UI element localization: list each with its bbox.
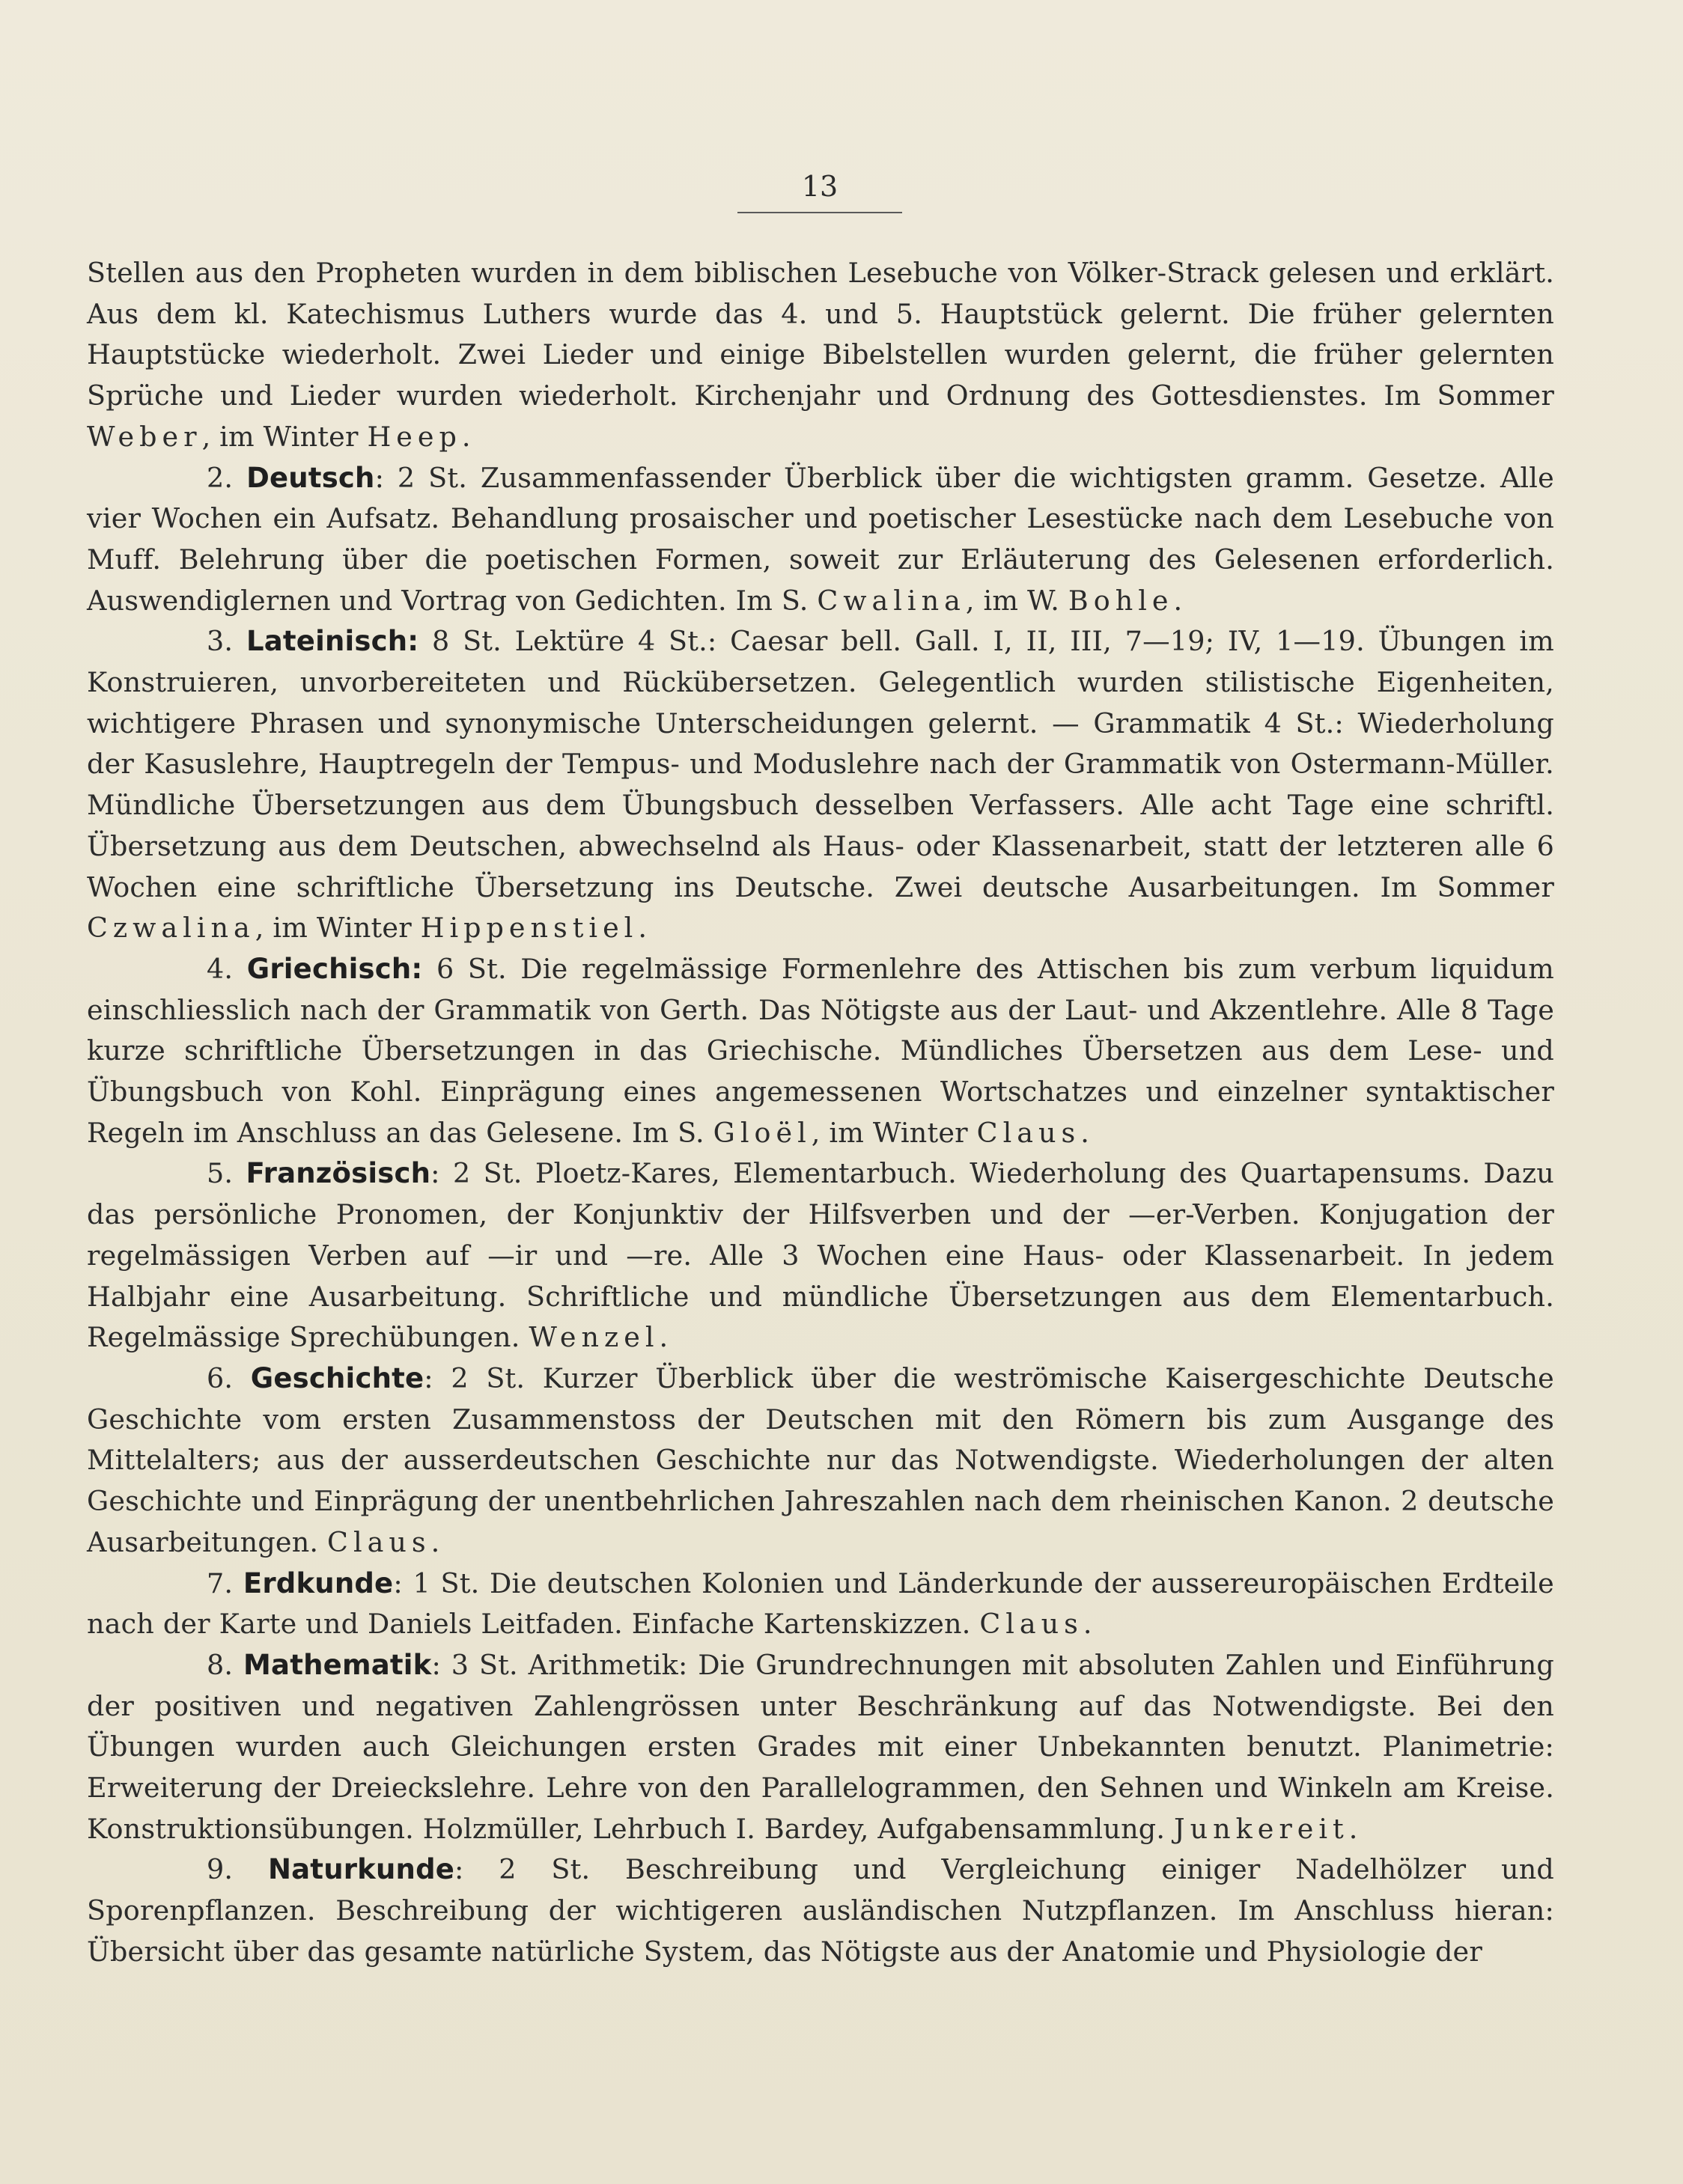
paragraph-franzoesisch xyxy=(87,1153,1554,1358)
teacher-name: Heep xyxy=(367,420,462,453)
page-number: 13 xyxy=(801,170,839,203)
teacher-name: Bohle xyxy=(1068,584,1174,617)
teacher-name: Junkereit xyxy=(1173,1812,1349,1845)
paragraph-tail: . xyxy=(430,1525,440,1558)
paragraph-tail: . xyxy=(1173,584,1183,617)
subject-heading: Naturkunde xyxy=(267,1853,455,1886)
paragraph-tail: . xyxy=(1080,1116,1090,1149)
paragraph-connector: , im Winter xyxy=(255,912,421,945)
item-number: 2. xyxy=(207,461,234,494)
paragraph-tail: . xyxy=(1083,1608,1092,1641)
paragraph-lateinisch xyxy=(87,621,1554,949)
paragraph-religion xyxy=(87,253,1554,458)
paragraph-text: 8 St. Lektüre 4 St.: Caesar bell. Gall. I, II, III, 7—19; IV, 1—19. Übungen im Konstruieren, unvorbereiteten und Rückübersetzen. Gelegentlich wurden stilistische Eigenheiten, wichtigere Phrasen und synonymische Unterscheidungen gelernt. — Grammatik 4 St.: Wiederholung der Kasuslehre, Hauptregeln der Tempus- und Moduslehre nach der Grammatik von Ostermann-Müller. Mündliche Übersetzungen aus dem Übungsbuch desselben Verfassers. Alle acht Tage eine schriftl. Übersetzung aus dem Deutschen, abwechselnd als Haus- oder Klassenarbeit, statt der letzteren alle 6 Wochen eine schriftliche Übersetzung ins Deutsche. Zwei deutsche Ausarbeitungen. Im Sommer xyxy=(87,625,1554,903)
paragraph-text: : 2 St. Ploetz-Kares, Elementarbuch. Wiederholung des Quartapensums. Dazu das persönliche Pronomen, der Konjunktiv der Hilfsverben und der —er-Verben. Konjugation der regelmässigen Verben auf —ir und —re. Alle 3 Wochen eine Haus- oder Klassenarbeit. In jedem Halbjahr eine Ausarbeitung. Schriftliche und mündliche Übersetzungen aus dem Elementarbuch. Regelmässige Sprechübungen. xyxy=(87,1157,1554,1354)
item-number: 9. xyxy=(207,1853,234,1886)
paragraph-text: : 2 St. Beschreibung und Vergleichung einiger Nadelhölzer und Sporenpflanzen. Beschreibung der wichtigeren ausländischen Nutzpflanzen. Im Anschluss hieran: Übersicht über das gesamte natürliche System, das Nötigste aus der Anatomie und Physiologie der xyxy=(87,1853,1554,1968)
paragraph-tail: . xyxy=(659,1321,669,1354)
paragraph-tail: . xyxy=(461,420,471,453)
teacher-name: Hippenstiel xyxy=(420,912,639,945)
subject-heading: Erdkunde xyxy=(243,1567,394,1599)
paragraph-text: : 2 St. Kurzer Überblick über die weströmische Kaisergeschichte Deutsche Geschichte vom ersten Zusammenstoss der Deutschen mit den Römern bis zum Ausgange des Mittelalters; aus der ausserdeutschen Geschichte nur das Notwendigste. Wiederholungen der alten Geschichte und Einprägung der unentbehrlichen Jahreszahlen nach dem rheinischen Kanon. 2 deutsche Ausarbeitungen. xyxy=(87,1361,1554,1558)
item-number: 3. xyxy=(207,625,234,658)
item-number: 6. xyxy=(207,1361,234,1394)
teacher-name: Cwalina xyxy=(817,584,966,617)
paragraph-text: : 2 St. Zusammenfassender Überblick über die wichtigsten gramm. Gesetze. Alle vier Wochen ein Aufsatz. Behandlung prosaischer und poetischer Lesestücke nach dem Lesebuche von Muff. Belehrung über die poetischen Formen, soweit zur Erläuterung des Gelesenen erforderlich. Auswendiglernen und Vortrag von Gedichten. Im S. xyxy=(87,461,1554,617)
teacher-name: Czwalina xyxy=(87,912,255,945)
subject-heading: Deutsch xyxy=(246,461,375,494)
paragraph-geschichte xyxy=(87,1358,1554,1564)
paragraph-tail: . xyxy=(638,912,648,945)
teacher-name: Claus xyxy=(976,1116,1081,1149)
item-number: 8. xyxy=(207,1648,234,1681)
paragraph-connector: , im Winter xyxy=(201,420,368,453)
page-number-rule xyxy=(737,212,902,213)
paragraph-text: : 3 St. Arithmetik: Die Grundrechnungen mit absoluten Zahlen und Einführung der positiven und negativen Zahlengrössen unter Beschränkung auf das Notwendigste. Bei den Übungen wurden auch Gleichungen ersten Grades mit einer Unbekannten benutzt. Planimetrie: Erweiterung der Dreieckslehre. Lehre von den Parallelogrammen, den Sehnen und Winkeln am Kreise. Konstruktionsübungen. Holzmüller, Lehrbuch I. Bardey, Aufgabensammlung. xyxy=(87,1648,1554,1845)
teacher-name: Claus xyxy=(327,1525,431,1558)
paragraph-text: 6 St. Die regelmässige Formenlehre des Attischen bis zum verbum liquidum einschliesslich nach der Grammatik von Gerth. Das Nötigste aus der Laut- und Akzentlehre. Alle 8 Tage kurze schriftliche Übersetzungen in das Griechische. Mündliches Übersetzen aus dem Lese- und Übungsbuch von Kohl. Einprägung eines angemessenen Wortschatzes und einzelner syntaktischer Regeln im Anschluss an das Gelesene. Im S. xyxy=(87,952,1554,1149)
paragraph-griechisch xyxy=(87,949,1554,1154)
paragraph-text: Stellen aus den Propheten wurden in dem biblischen Lesebuche von Völker-Strack gelesen und erklärt. Aus dem kl. Katechismus Luthers wurde das 4. und 5. Hauptstück gelernt. Die früher gelernten Hauptstücke wiederholt. Zwei Lieder und einige Bibelstellen wurden gelernt, die früher gelernten Sprüche und Lieder wurden wiederholt. Kirchenjahr und Ordnung des Gottesdienstes. Im Sommer xyxy=(87,257,1554,412)
subject-heading: Geschichte xyxy=(250,1361,424,1394)
teacher-name: Gloël xyxy=(713,1116,812,1149)
paragraph-naturkunde xyxy=(87,1849,1554,1972)
paragraph-tail: . xyxy=(1348,1812,1358,1845)
subject-heading: Französisch xyxy=(246,1157,431,1190)
teacher-name: Claus xyxy=(979,1608,1083,1641)
paragraph-connector: , im Winter xyxy=(811,1116,977,1149)
subject-heading: Mathematik xyxy=(243,1648,432,1681)
paragraph-text: : 1 St. Die deutschen Kolonien und Länderkunde der aussereuropäischen Erdteile nach der Karte und Daniels Leitfaden. Einfache Kartenskizzen. xyxy=(87,1567,1554,1641)
paragraph-deutsch xyxy=(87,458,1554,622)
paragraph-connector: , im W. xyxy=(965,584,1068,617)
paragraph-erdkunde xyxy=(87,1564,1554,1645)
item-number: 5. xyxy=(207,1157,234,1190)
paragraph-mathematik xyxy=(87,1645,1554,1850)
item-number: 7. xyxy=(207,1567,234,1599)
subject-heading: Lateinisch: xyxy=(246,625,419,658)
subject-heading: Griechisch: xyxy=(246,952,423,985)
teacher-name: Wenzel xyxy=(529,1321,660,1354)
teacher-name: Weber xyxy=(87,420,202,453)
body-text xyxy=(87,253,1554,1973)
item-number: 4. xyxy=(207,952,234,985)
